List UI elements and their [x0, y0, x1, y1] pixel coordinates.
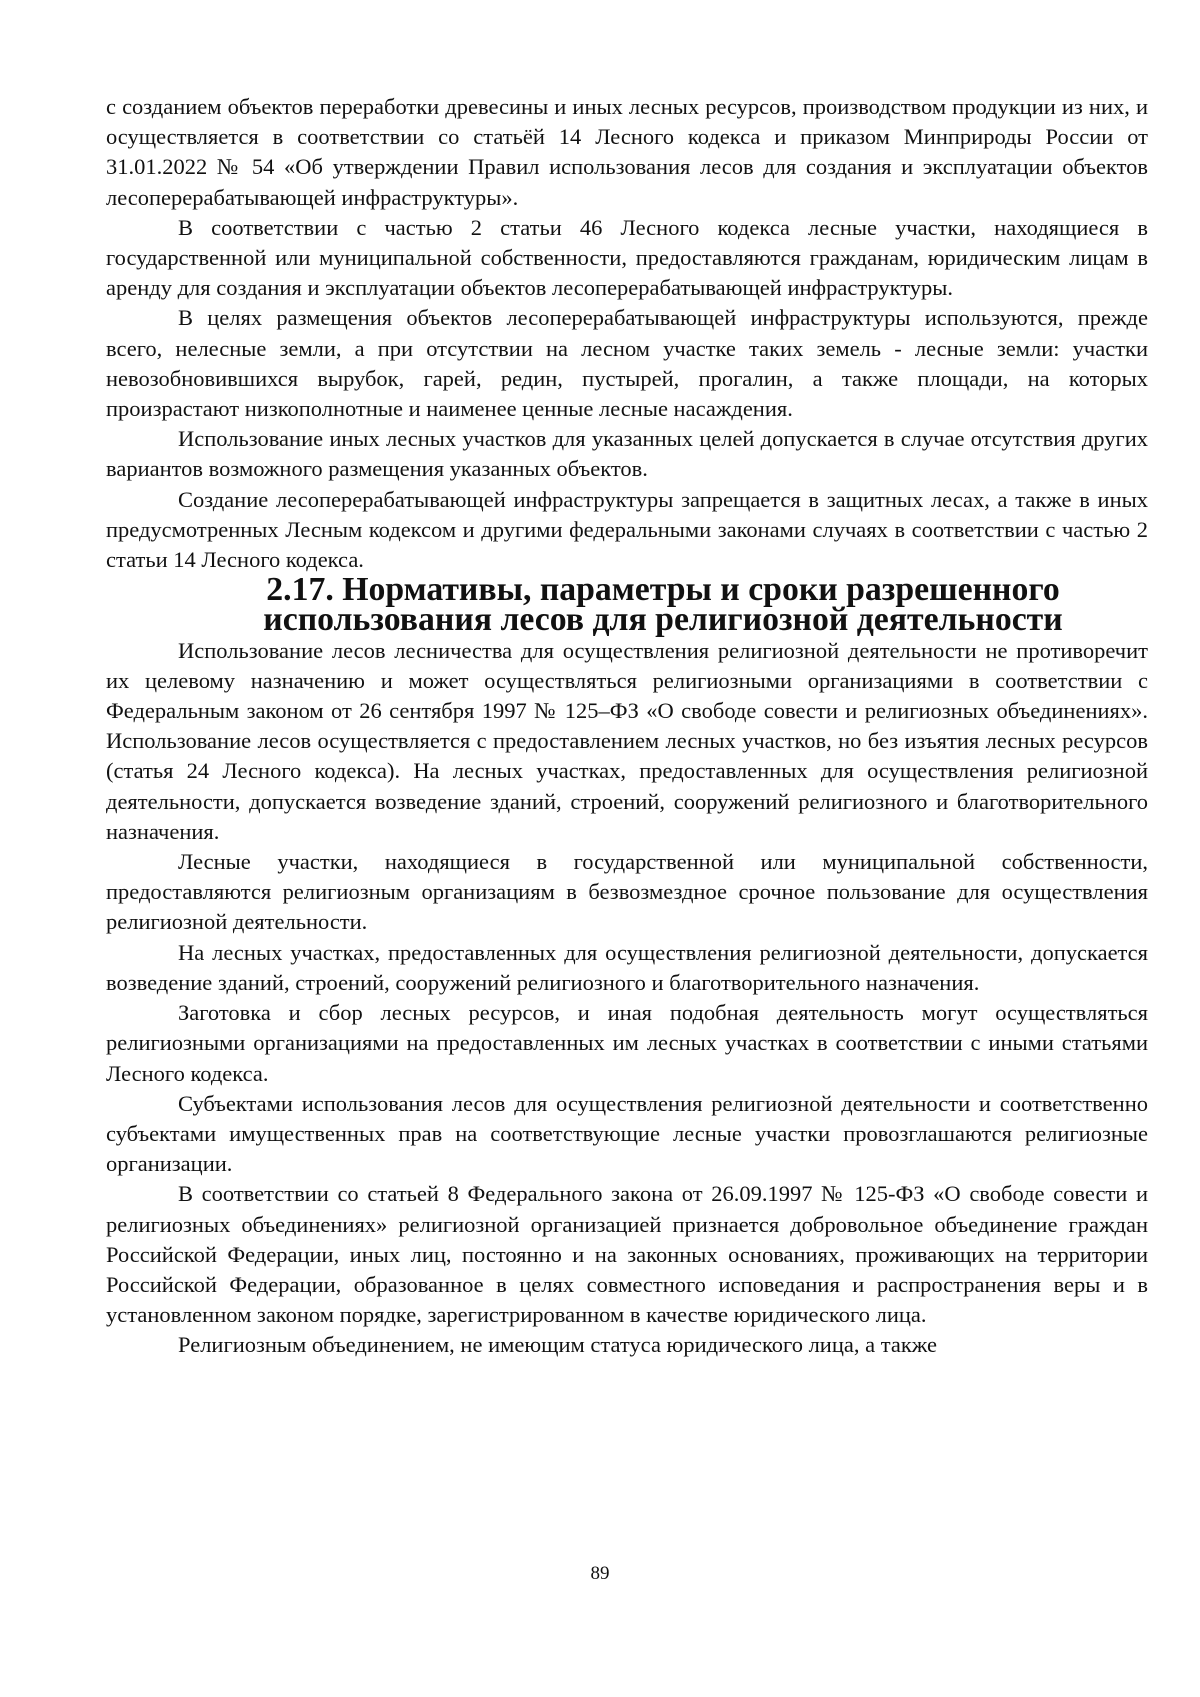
paragraph-razmeshchenie: В целях размещения объектов лесоперерабатывающей инфраструктуры используются, прежде всего, нелесные земли, а при отсутствии на лесном участке таких земель - лесные земли: участки невозобновившихся вырубок, гарей, редин, пустырей, прогалин, а также площади, на которых произрастают низкополнотные и наименее ценные лесные насаждения.: [106, 305, 1148, 422]
section-heading: 2.17. Нормативы, параметры и сроки разрешенного использования лесов для религиозной деятельности: [263, 571, 1063, 639]
paragraph-predostavlenie: Лесные участки, находящиеся в государственной или муниципальной собственности, предоставляются религиозным организациям в безвозмездное срочное пользование для осуществления религиозной деятельности.: [106, 849, 1148, 935]
page-number: 89: [590, 1563, 610, 1584]
document-body: [106, 92, 1148, 1361]
paragraph-ispolzovanie-lesov: Использование лесов лесничества для осуществления религиозной деятельности не противоречит их целевому назначению и может осуществляться религиозными организациями в соответствии с Федеральным законом от 26 сентября 1997 № 125–ФЗ «О свободе совести и религиозных объединениях». Использование лесов осуществляется с предоставлением лесных участков, но без изъятия лесных ресурсов (статья 24 Лесного кодекса). На лесных участках, предоставленных для осуществления религиозной деятельности, допускается возведение зданий, строений, сооружений религиозного и благотворительного назначения.: [106, 637, 1148, 844]
paragraph-vozvedenie: На лесных участках, предоставленных для осуществления религиозной деятельности, допускается возведение зданий, строений, сооружений религиозного и благотворительного назначения.: [106, 939, 1148, 995]
paragraph-zapret: Создание лесоперерабатывающей инфраструктуры запрещается в защитных лесах, а также в иных предусмотренных Лесным кодексом и другими федеральными законами случаях в соответствии с частью 2 статьи 14 Лесного кодекса.: [106, 486, 1148, 573]
paragraph-subekty: Субъектами использования лесов для осуществления религиозной деятельности и соответственно субъектами имущественных прав на соответствующие лесные участки провозглашаются религиозные организации.: [106, 1090, 1148, 1177]
opening-paragraph: с созданием объектов переработки древесины и иных лесных ресурсов, производством продукции из них, и осуществляется в соответствии со статьёй 14 Лесного кодекса и приказом Минприроды России от 31.01.2022 № 54 «Об утверждении Правил использования лесов для создания и эксплуатации объектов лесоперерабатывающей инфраструктуры».: [106, 94, 1148, 210]
paragraph-inye-uchastki: Использование иных лесных участков для указанных целей допускается в случае отсутствия других вариантов возможного размещения указанных объектов.: [106, 426, 1148, 482]
paragraph-statya-8: В соответствии со статьей 8 Федерального закона от 26.09.1997 № 125-ФЗ «О свободе совести и религиозных объединениях» религиозной организацией признается добровольное объединение граждан Российской Федерации, иных лиц, постоянно и на законных основаниях, проживающих на территории Российской Федерации, образованное в целях совместного исповедания и распространения веры и в установленном законом порядке, зарегистрированном в качестве юридического лица.: [106, 1181, 1148, 1328]
paragraph-religioznoe-obedinenie: Религиозным объединением, не имеющим статуса юридического лица, а также: [178, 1332, 937, 1358]
paragraph-arenda: В соответствии с частью 2 статьи 46 Лесного кодекса лесные участки, находящиеся в государственной или муниципальной собственности, предоставляются гражданам, юридическим лицам в аренду для создания и эксплуатации объектов лесоперерабатывающей инфраструктуры.: [106, 214, 1148, 301]
paragraph-zagotovka: Заготовка и сбор лесных ресурсов, и иная подобная деятельность могут осуществляться религиозными организациями на предоставленных им лесных участках в соответствии с иными статьями Лесного кодекса.: [106, 1000, 1148, 1086]
